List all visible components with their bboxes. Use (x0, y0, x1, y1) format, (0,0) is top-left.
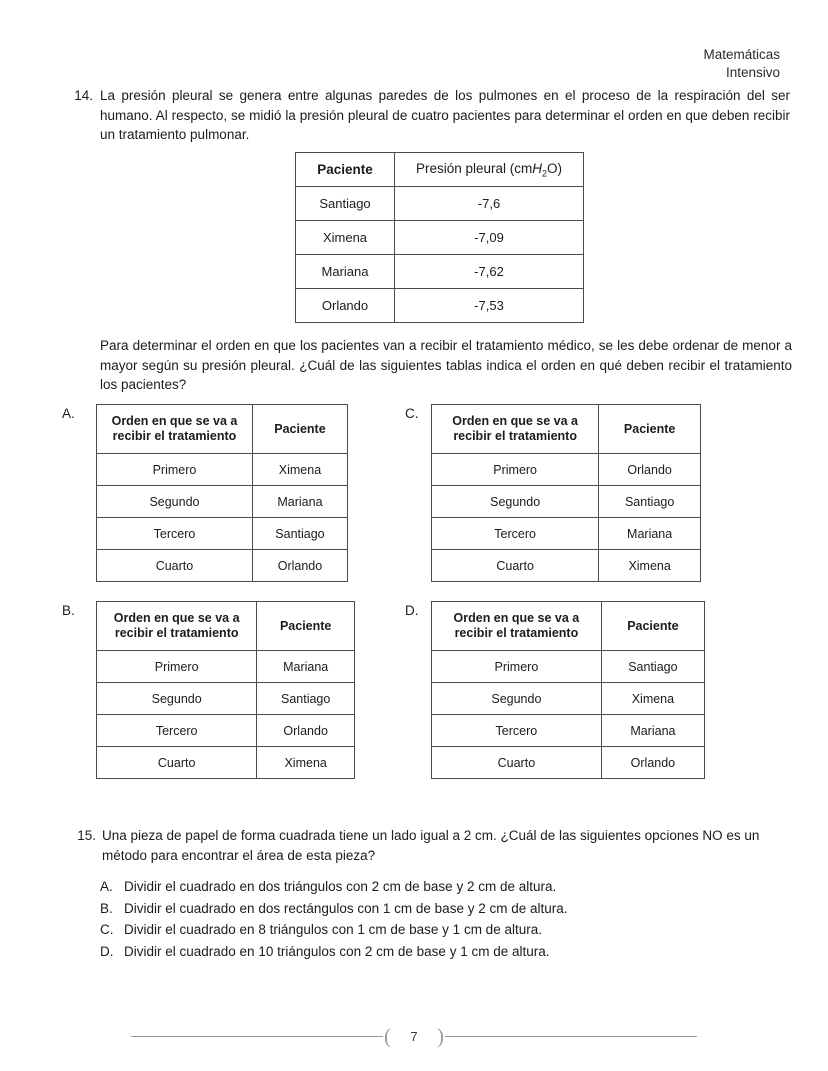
table-header-row (296, 153, 584, 187)
footer-brace-right-icon: ) (437, 1024, 444, 1048)
question-14-text: La presión pleural se genera entre algunas paredes de los pulmones en el proceso de la respiración del ser humano. Al respecto, se midió la presión pleural de cuatro pacientes para determinar el orden en que deben recibir un tratamiento pulmonar. (100, 88, 790, 142)
table-row (296, 255, 584, 289)
option-b-text: Dividir el cuadrado en dos rectángulos con 1 cm de base y 2 cm de altura. (124, 900, 568, 916)
cell-orden: Primero (432, 454, 599, 486)
cell-paciente: Mariana (257, 651, 355, 683)
cell-orden: Primero (97, 651, 257, 683)
table-row (97, 747, 355, 779)
question-15-option-c[interactable] (100, 919, 790, 941)
table-row (432, 454, 701, 486)
table-row (97, 683, 355, 715)
header-paciente: Paciente (601, 602, 704, 651)
cell-paciente: Orlando (296, 289, 395, 323)
option-d-text: Dividir el cuadrado en 10 triángulos con 2 cm de base y 1 cm de altura. (124, 943, 550, 959)
cell-paciente: Orlando (252, 550, 347, 582)
table-row (97, 518, 348, 550)
table-header-row (97, 405, 348, 454)
table-row (296, 187, 584, 221)
option-a-table (96, 404, 348, 582)
header-orden: Orden en que se va a recibir el tratamiento (432, 602, 602, 651)
option-c-text: Dividir el cuadrado en 8 triángulos con 1 cm de base y 1 cm de altura. (124, 922, 542, 937)
header-orden: Orden en que se va a recibir el tratamiento (432, 405, 599, 454)
cell-presion: -7,09 (395, 221, 584, 255)
cell-orden: Primero (432, 651, 602, 683)
header-presion-suffix: O) (547, 160, 563, 176)
cell-orden: Segundo (97, 683, 257, 715)
table-row (432, 747, 705, 779)
option-a-text: Dividir el cuadrado en dos triángulos con 2 cm de base y 2 cm de altura. (124, 879, 557, 894)
header-orden: Orden en que se va a recibir el tratamiento (97, 405, 253, 454)
option-b-letter: B. (62, 603, 75, 618)
table-header-row (97, 602, 355, 651)
cell-paciente: Ximena (601, 683, 704, 715)
cell-orden: Cuarto (432, 747, 602, 779)
header-orden: Orden en que se va a recibir el tratamiento (97, 602, 257, 651)
option-d-table (431, 601, 705, 779)
cell-orden: Tercero (432, 715, 602, 747)
cell-orden: Cuarto (97, 747, 257, 779)
cell-paciente: Santiago (252, 518, 347, 550)
pressure-table (295, 152, 584, 323)
table-row (432, 486, 701, 518)
header-presion-pleural (395, 153, 584, 187)
cell-orden: Primero (97, 454, 253, 486)
cell-paciente: Mariana (601, 715, 704, 747)
question-15-option-d[interactable] (100, 941, 790, 963)
cell-paciente: Santiago (296, 187, 395, 221)
cell-paciente: Santiago (599, 486, 701, 518)
cell-paciente: Santiago (257, 683, 355, 715)
table-row (296, 289, 584, 323)
option-c-letter: C. (405, 406, 419, 421)
question-15 (72, 826, 792, 865)
table-row (432, 683, 705, 715)
table-row (97, 486, 348, 518)
cell-orden: Segundo (97, 486, 253, 518)
question-15-options (100, 876, 790, 962)
table-row (296, 221, 584, 255)
table-row (432, 651, 705, 683)
option-d-letter: D. (405, 603, 419, 618)
cell-paciente: Ximena (257, 747, 355, 779)
table-header-row (432, 602, 705, 651)
header-paciente: Paciente (296, 153, 395, 187)
header-presion-prefix: Presión pleural (cm (415, 160, 533, 176)
option-b-table (96, 601, 355, 779)
question-15-text: Una pieza de papel de forma cuadrada tiene un lado igual a 2 cm. ¿Cuál de las siguientes opciones NO es un método para encontrar el área de esta pieza? (102, 828, 760, 863)
table-header-row (432, 405, 701, 454)
footer-rule-right (445, 1036, 697, 1037)
header-presion-subscript: 2 (542, 168, 548, 179)
footer-brace-left-icon: ( (384, 1024, 391, 1048)
header-paciente: Paciente (252, 405, 347, 454)
page-footer (0, 1026, 828, 1047)
table-row (432, 715, 705, 747)
option-c-letter: C. (100, 922, 114, 937)
header-presion-h: H (532, 160, 543, 176)
footer-rule-left (131, 1036, 383, 1037)
cell-orden: Cuarto (432, 550, 599, 582)
option-a-letter: A. (100, 879, 113, 894)
table-row (97, 550, 348, 582)
cell-paciente: Ximena (296, 221, 395, 255)
cell-paciente: Santiago (601, 651, 704, 683)
cell-paciente: Mariana (252, 486, 347, 518)
cell-presion: -7,53 (395, 289, 584, 323)
cell-presion: -7,6 (395, 187, 584, 221)
table-row (97, 454, 348, 486)
cell-paciente: Mariana (599, 518, 701, 550)
question-15-option-b[interactable] (100, 898, 790, 920)
page-number: 7 (410, 1029, 418, 1044)
option-a-letter: A. (62, 406, 75, 421)
cell-orden: Tercero (97, 518, 253, 550)
question-14-prompt: Para determinar el orden en que los pacientes van a recibir el tratamiento médico, se les debe ordenar de menor a mayor según su presión pleural. ¿Cuál de las siguientes tablas indica el orden en qué deben recibir el tratamiento los pacientes? (100, 338, 792, 392)
option-c-table (431, 404, 701, 582)
header-subject: Matemáticas (703, 47, 780, 62)
cell-orden: Tercero (432, 518, 599, 550)
cell-paciente: Orlando (257, 715, 355, 747)
table-row (432, 550, 701, 582)
cell-presion: -7,62 (395, 255, 584, 289)
cell-orden: Cuarto (97, 550, 253, 582)
question-14-number: 14. (74, 88, 93, 103)
option-b-letter: B. (100, 900, 113, 916)
table-row (97, 715, 355, 747)
cell-paciente: Ximena (252, 454, 347, 486)
cell-paciente: Orlando (601, 747, 704, 779)
cell-orden: Segundo (432, 486, 599, 518)
question-14 (66, 86, 792, 145)
option-d-letter: D. (100, 943, 114, 959)
cell-orden: Segundo (432, 683, 602, 715)
table-row (97, 651, 355, 683)
header-level: Intensivo (725, 65, 780, 80)
header-paciente: Paciente (257, 602, 355, 651)
header-paciente: Paciente (599, 405, 701, 454)
document-header (703, 46, 780, 82)
question-15-option-a[interactable] (100, 876, 790, 898)
cell-orden: Tercero (97, 715, 257, 747)
cell-paciente: Orlando (599, 454, 701, 486)
table-row (432, 518, 701, 550)
question-15-number: 15. (77, 828, 96, 843)
cell-paciente: Mariana (296, 255, 395, 289)
cell-paciente: Ximena (599, 550, 701, 582)
